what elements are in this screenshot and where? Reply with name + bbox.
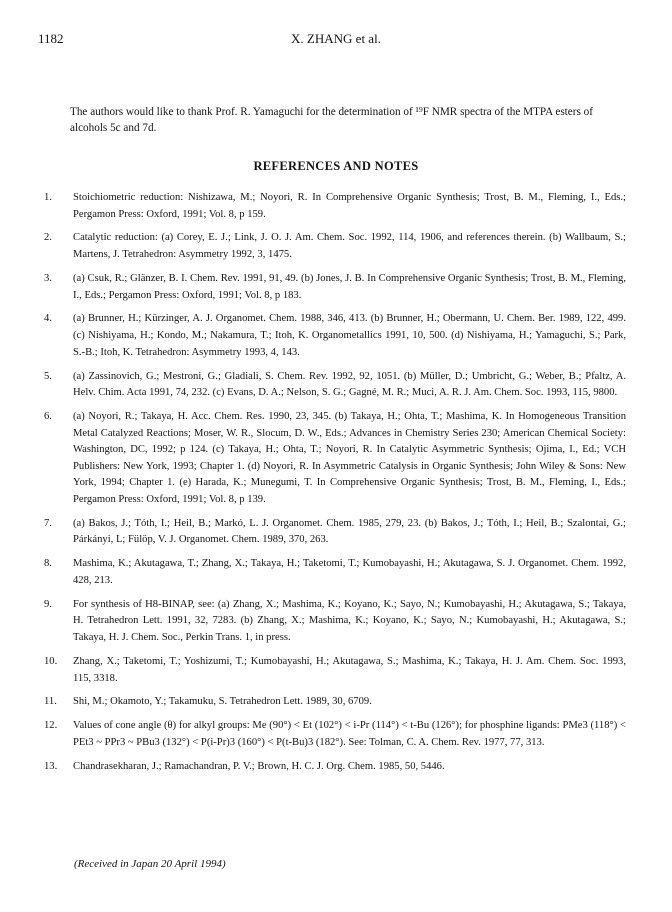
reference-number: 10. [44, 655, 58, 667]
reference-number: 8. [44, 558, 52, 570]
reference-number: 12. [44, 720, 58, 732]
reference-text: (a) Brunner, H.; Kürzinger, A. J. Organomet. Chem. 1988, 346, 413. (b) Brunner, H.; Obermann, U. Chem. Ber. 1989, 122, 499. (c) Nishiyama, H.; Kondo, M.; Nakamura, T.; Itoh, K. Organometallics 1991, 10, 500. (d) Nishiyama, H.; Yamaguchi, S.; Park, S.-B.; Itoh, K. Tetrahedron: Asymmetry 1993, 4, 143. [73, 313, 626, 358]
reference-number: 5. [44, 370, 52, 382]
reference-number: 3. [44, 272, 52, 284]
running-head: X. ZHANG et al. [291, 31, 381, 46]
reference-item [44, 409, 626, 509]
reference-number: 11. [44, 696, 57, 708]
reference-text: (a) Csuk, R.; Glänzer, B. I. Chem. Rev. 1991, 91, 49. (b) Jones, J. B. In Comprehensive Organic Synthesis; Trost, B. M., Fleming, I., Eds.; Pergamon Press: Oxford, 1991; Vol. 8, p 183. [73, 272, 626, 301]
reference-text: Values of cone angle (θ) for alkyl groups: Me (90°) < Et (102°) < i-Pr (114°) < t-Bu (126°); for phosphine ligands: PMe3 (118°) < PEt3 ~ PPr3 ~ PBu3 (132°) < P(i-Pr)3 (160°) < P(t-Bu)3 (182°). See: Tolman, C. A. Chem. Rev. 1977, 77, 313. [73, 720, 626, 748]
reference-item [44, 759, 626, 776]
reference-text: Shi, M.; Okamoto, Y.; Takamuku, S. Tetrahedron Lett. 1989, 30, 6709. [73, 696, 372, 708]
page-header [0, 31, 672, 51]
reference-text: Stoichiometric reduction: Nishizawa, M.; Noyori, R. In Comprehensive Organic Synthesis; Trost, B. M., Fleming, I., Eds.; Pergamon Press: Oxford, 1991; Vol. 8, p 159. [73, 192, 626, 220]
acknowledgement-paragraph: The authors would like to thank Prof. R. Yamaguchi for the determination of ¹⁹F NMR spectra of the MTPA esters of alcohols 5c and 7d. [70, 106, 593, 134]
reference-text: (a) Noyori, R.; Takaya, H. Acc. Chem. Res. 1990, 23, 345. (b) Takaya, H.; Ohta, T.; Mashima, K. In Homogeneous Transition Metal Catalyzed Reactions; Moser, W. R., Slocum, D. W., Eds.; Advances in Chemistry Series 230; American Chemical Society: Washington, DC, 1992; p 124. (c) Takaya, H.; Ohta, T.; Noyori, R. In Catalytic Asymmetric Synthesis; Ojima, I., Ed.; VCH Publishers: New York, 1993; Chapter 1. (d) Noyori, R. In Asymmetric Catalysis in Organic Synthesis; John Wiley & Sons: New York, 1994; Chapter 1. (e) Harada, K.; Munegumi, T. In Comprehensive Organic Synthesis; Trost, B. M., Fleming, I., Eds.; Pergamon Press: Oxford, 1991; Vol. 8, p 139. [73, 411, 626, 505]
reference-item [44, 369, 626, 402]
reference-text: For synthesis of H8-BINAP, see: (a) Zhang, X.; Mashima, K.; Koyano, K.; Sayo, N.; Kumobayashi, H.; Akutagawa, S.; Takaya, H. Tetrahedron Lett. 1991, 32, 7283. (b) Zhang, X.; Mashima, K.; Koyano, K.; Sayo, N.; Kumobayashi, H.; Akutagawa, S.; Takaya, H. J. Chem. Soc., Perkin Trans. 1, in press. [73, 598, 626, 644]
reference-text: Chandrasekharan, J.; Ramachandran, P. V.; Brown, H. C. J. Org. Chem. 1985, 50, 5446. [73, 760, 445, 772]
reference-item [44, 718, 626, 751]
reference-text: (a) Bakos, J.; Tóth, I.; Heil, B.; Markó, L. J. Organomet. Chem. 1985, 279, 23. (b) Bakos, J.; Tóth, I.; Heil, B.; Szalontai, G.; Párkányi, L; Fülöp, V. J. Organomet. Chem. 1989, 370, 263. [73, 517, 626, 546]
reference-number: 7. [44, 517, 52, 529]
reference-text: Mashima, K.; Akutagawa, T.; Zhang, X.; Takaya, H.; Taketomi, T.; Kumobayashi, H.; Akutagawa, S. J. Organomet. Chem. 1992, 428, 213. [73, 558, 626, 586]
reference-item [44, 516, 626, 549]
reference-number: 13. [44, 760, 58, 772]
reference-item [44, 230, 626, 263]
reference-number: 4. [44, 313, 52, 325]
references-list [44, 190, 626, 783]
reference-item [44, 597, 626, 647]
reference-number: 9. [44, 598, 52, 610]
reference-number: 6. [44, 411, 52, 423]
reference-item [44, 556, 626, 589]
reference-number: 2. [44, 232, 52, 244]
reference-text: (a) Zassinovich, G.; Mestroni, G.; Gladiali, S. Chem. Rev. 1992, 92, 1051. (b) Müller, D.; Umbricht, G.; Weber, B.; Pfaltz, A. Helv. Chim. Acta 1991, 74, 232. (c) Evans, D. A.; Nelson, S. G.; Gagné, M. R.; Muci, A. R. J. Am. Chem. Soc. 1993, 115, 9800. [73, 370, 626, 399]
received-date: (Received in Japan 20 April 1994) [74, 858, 226, 870]
reference-item [44, 311, 626, 361]
page-number: 1182 [38, 31, 64, 46]
reference-item [44, 654, 626, 687]
reference-item [44, 190, 626, 223]
reference-text: Catalytic reduction: (a) Corey, E. J.; Link, J. O. J. Am. Chem. Soc. 1992, 114, 1906, and references therein. (b) Wallbaum, S.; Martens, J. Tetrahedron: Asymmetry 1992, 3, 1475. [73, 232, 626, 261]
reference-item [44, 271, 626, 304]
reference-number: 1. [44, 192, 52, 203]
references-heading: REFERENCES AND NOTES [253, 159, 419, 173]
reference-text: Zhang, X.; Taketomi, T.; Yoshizumi, T.; Kumobayashi, H.; Akutagawa, S.; Mashima, K.; Takaya, H. J. Am. Chem. Soc. 1993, 115, 3318. [73, 655, 626, 684]
reference-item [44, 694, 626, 711]
